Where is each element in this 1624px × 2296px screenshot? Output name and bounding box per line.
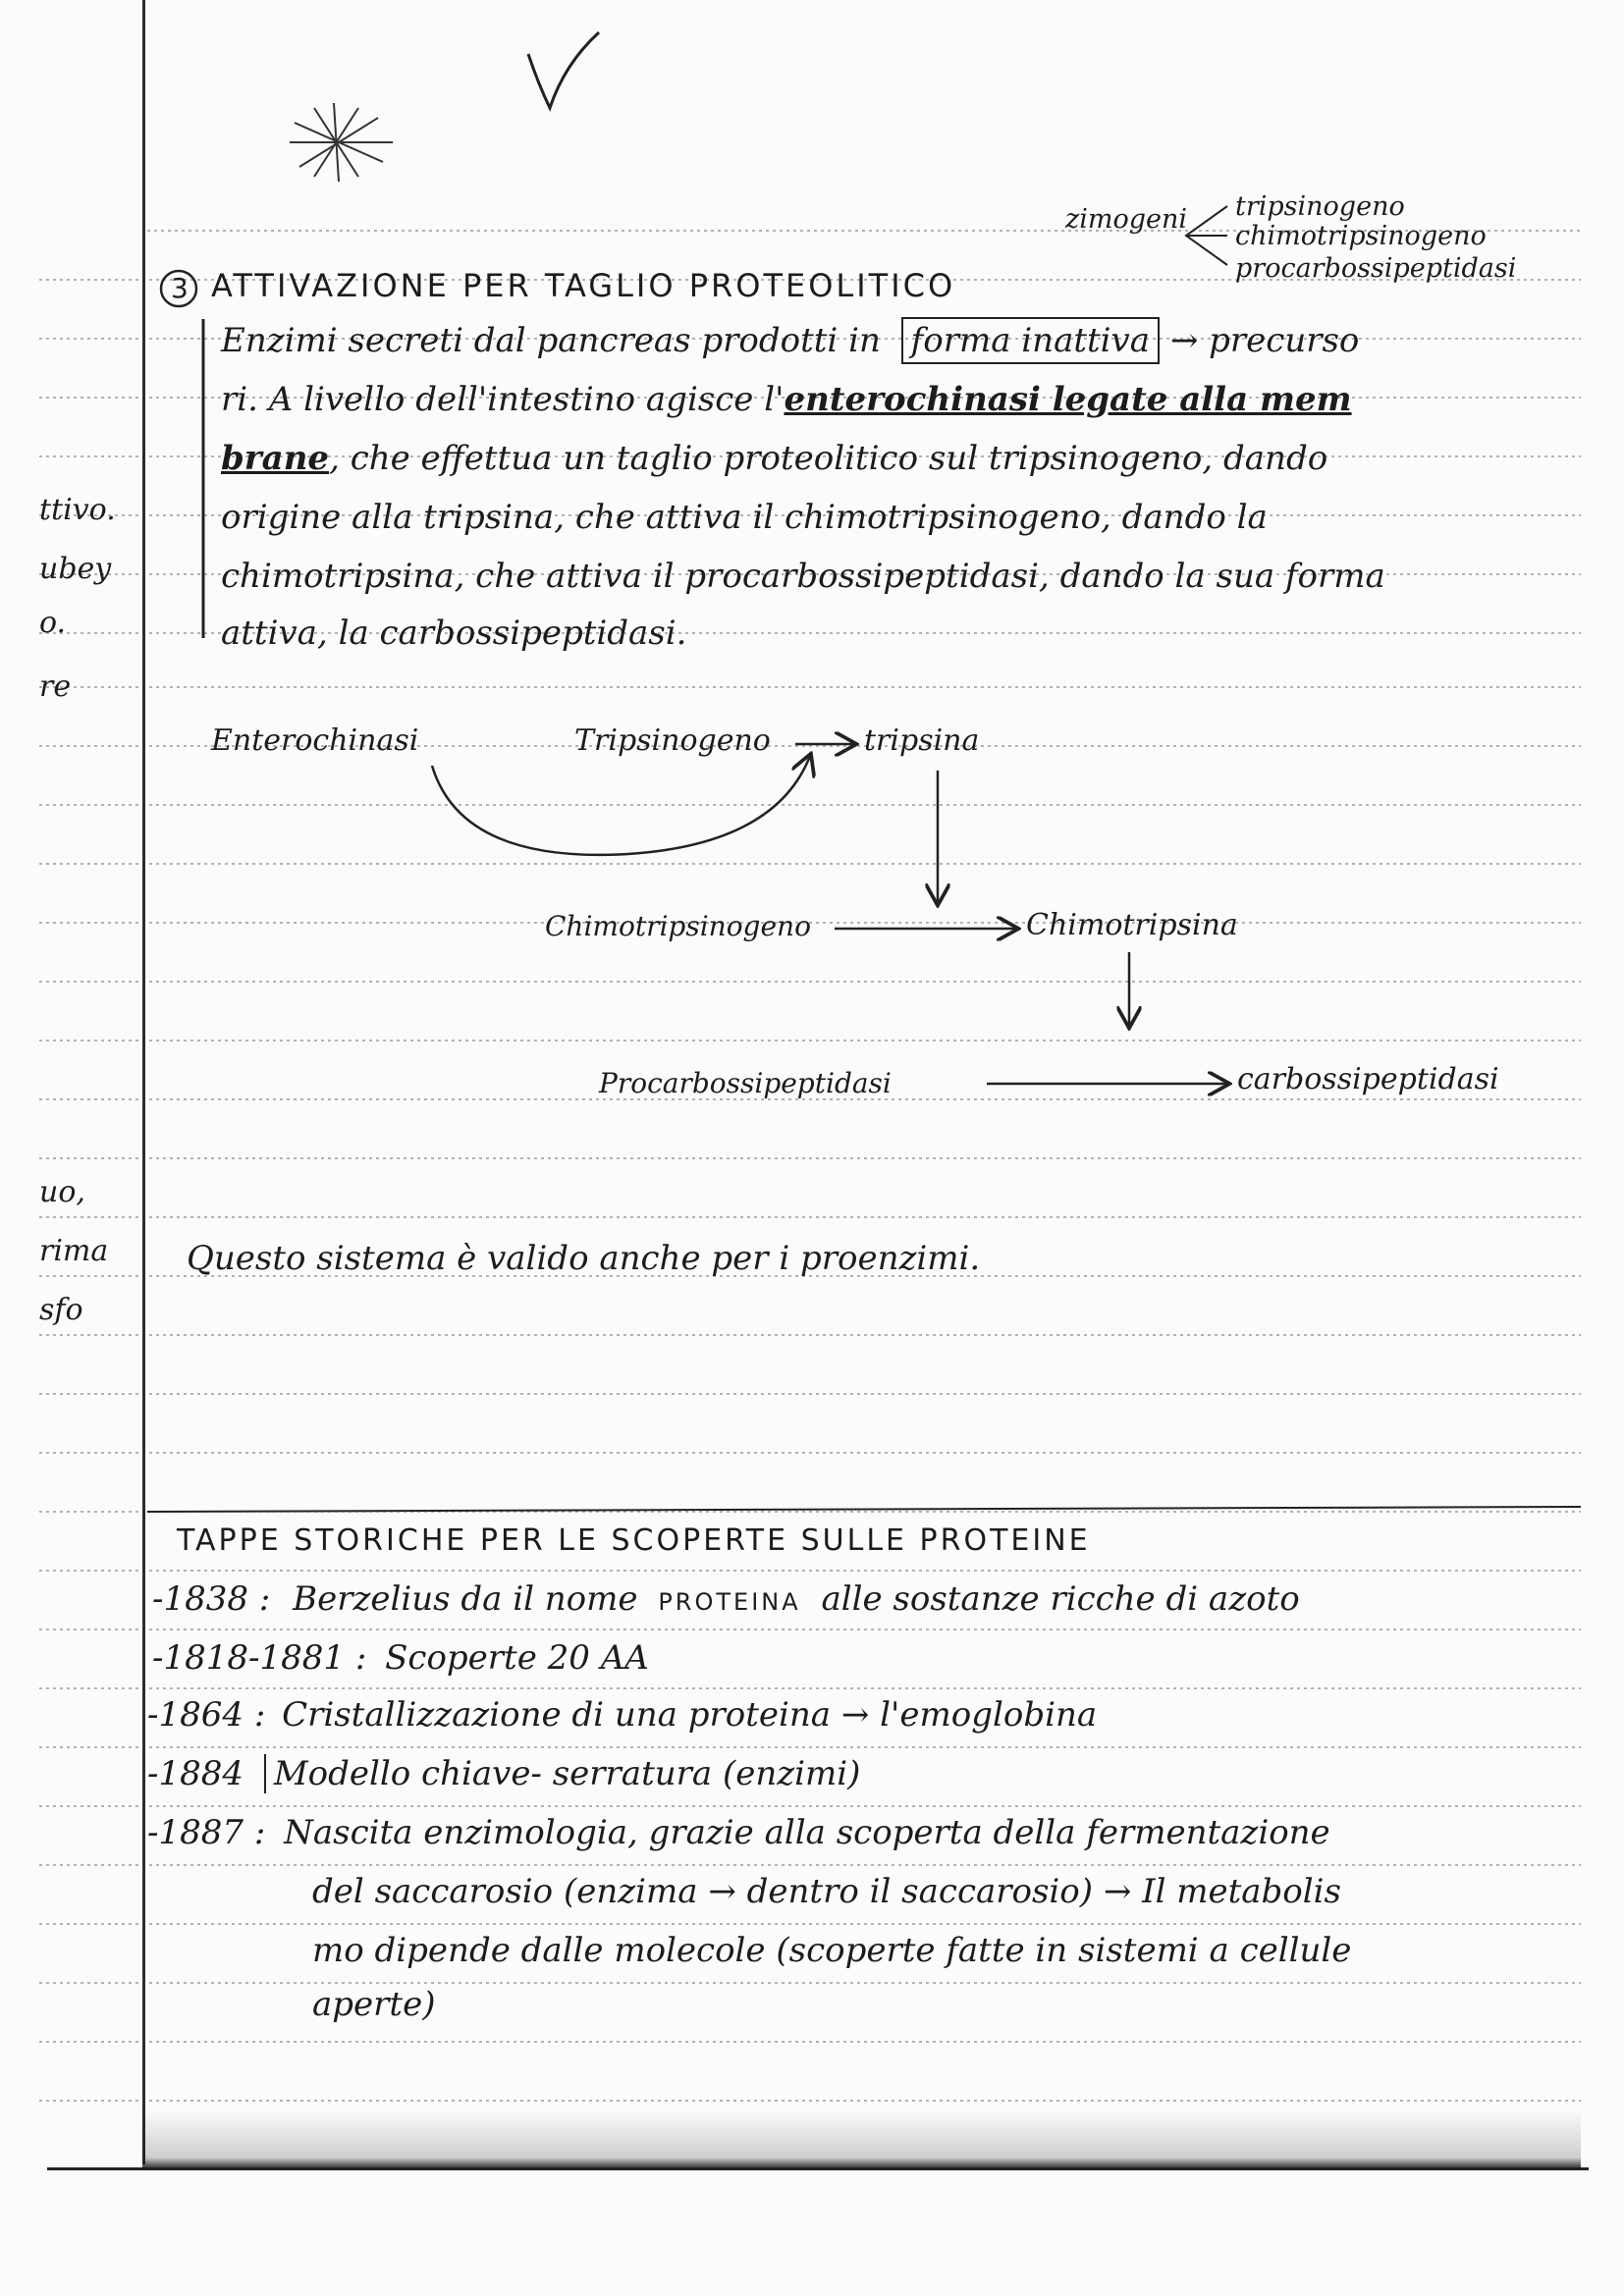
history-row xyxy=(152,1579,1300,1619)
history-row xyxy=(147,1695,1098,1735)
history-text: Modello chiave- serratura (enzimi) xyxy=(264,1754,861,1793)
margin-fragment: sfo xyxy=(39,1293,83,1327)
diagram-procarbossipeptidasi: Procarbossipeptidasi xyxy=(599,1067,892,1099)
margin-fragment: re xyxy=(39,669,72,704)
page-bottom-shadow xyxy=(142,2110,1581,2169)
history-year: -1884 xyxy=(147,1754,244,1793)
text-span: Enzimi secreti dal pancreas prodotti in xyxy=(221,321,881,360)
history-text: Nascita enzimologia, grazie alla scoperta della fermentazione xyxy=(284,1813,1330,1852)
underlined-term: enterochinasi legate alla mem xyxy=(784,380,1352,419)
underlined-term: brane xyxy=(221,439,330,478)
history-year: -1887 : xyxy=(147,1813,266,1852)
margin-fragment: uo, xyxy=(39,1175,85,1209)
paragraph-line: origine alla tripsina, che attiva il chimotripsinogeno, dando la xyxy=(221,498,1268,537)
history-text: alle sostanze ricche di azoto xyxy=(821,1579,1300,1619)
paragraph-line: attiva, la carbossipeptidasi. xyxy=(221,614,687,653)
zimogeno-item: procarbossipeptidasi xyxy=(1235,253,1517,284)
page-bottom-edge xyxy=(47,2167,1589,2170)
history-text: Berzelius da il nome xyxy=(293,1579,638,1619)
history-year: -1818-1881 : xyxy=(152,1638,367,1678)
text-span: → precurso xyxy=(1169,321,1360,360)
zimogeni-label: zimogeni xyxy=(1065,204,1188,235)
section-title: ATTIVAZIONE PER TAGLIO PROTEOLITICO xyxy=(211,267,956,304)
paragraph-line: chimotripsina, che attiva il procarbossipeptidasi, dando la sua forma xyxy=(221,557,1385,596)
diagram-tripsinogeno: Tripsinogeno xyxy=(574,723,771,758)
diagram-chimotripsinogeno: Chimotripsinogeno xyxy=(545,910,811,942)
history-continuation: mo dipende dalle molecole (scoperte fatte in sistemi a cellule xyxy=(312,1931,1352,1970)
diagram-chimotripsina: Chimotripsina xyxy=(1026,908,1238,942)
history-text: Cristallizzazione di una proteina → l'emoglobina xyxy=(282,1695,1098,1735)
text-span: ri. A livello dell'intestino agisce l' xyxy=(221,380,785,419)
note-text: Questo sistema è valido anche per i proenzimi. xyxy=(187,1239,981,1278)
margin-fragment: ubey xyxy=(39,552,112,586)
history-title: TAPPE STORICHE PER LE SCOPERTE SULLE PROTEINE xyxy=(177,1523,1091,1558)
diagram-enterochinasi: Enterochinasi xyxy=(211,723,419,758)
zimogeno-item: chimotripsinogeno xyxy=(1235,221,1487,251)
history-row xyxy=(152,1638,649,1678)
history-text: Scoperte 20 AA xyxy=(385,1638,649,1678)
diagram-carbossipeptidasi: carbossipeptidasi xyxy=(1237,1062,1499,1096)
text-span: , che effettua un taglio proteolitico sul tripsinogeno, dando xyxy=(329,439,1328,478)
margin-fragment: o. xyxy=(39,606,67,640)
margin-fragment: rima xyxy=(39,1234,109,1268)
margin-fragment: ttivo. xyxy=(39,493,116,527)
history-year: -1838 : xyxy=(152,1579,271,1619)
zimogeno-item: tripsinogeno xyxy=(1235,191,1405,222)
history-continuation: aperte) xyxy=(312,1985,436,2024)
boxed-term: forma inattiva xyxy=(901,317,1160,364)
history-caps: PROTEINA xyxy=(658,1588,801,1616)
diagram-tripsina: tripsina xyxy=(864,723,980,758)
history-row xyxy=(147,1813,1330,1852)
history-year: -1864 : xyxy=(147,1695,266,1735)
section-number: 3 xyxy=(171,272,191,304)
history-row xyxy=(147,1754,861,1793)
history-continuation: del saccarosio (enzima → dentro il saccarosio) → Il metabolis xyxy=(312,1872,1341,1911)
